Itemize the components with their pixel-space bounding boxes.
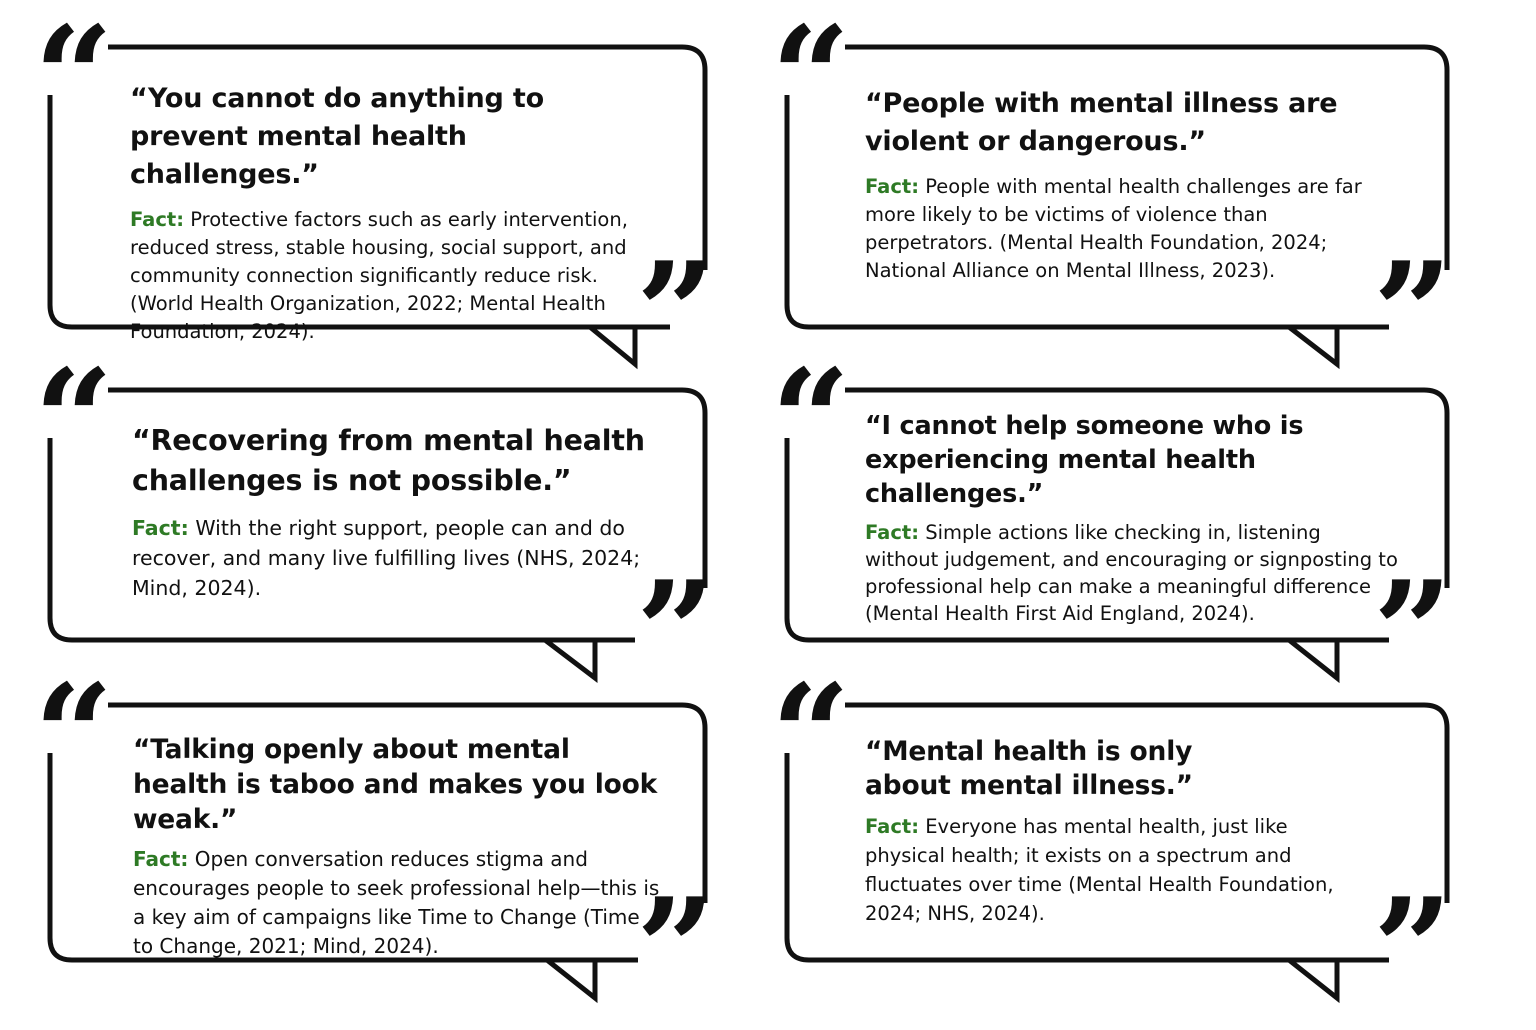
fact-text: Simple actions like checking in, listening without judgement, and encouraging or signposting to professional help can make a meaningful difference (Mental Health First Aid England, 2024). (865, 521, 1398, 625)
myth-card-helping (771, 338, 1459, 713)
card-content (865, 409, 1400, 627)
myth-statement: “People with mental illness are violent or dangerous.” (865, 88, 1338, 157)
myth-card-recovery (34, 338, 722, 713)
card-content (130, 80, 650, 346)
fact-text: Everyone has mental health, just like physical health; it exists on a spectrum and fluctuates over time (Mental Health Foundation, 2024; NHS, 2024). (865, 815, 1334, 925)
fact-label: Fact: (133, 847, 189, 871)
fact-paragraph (865, 173, 1385, 285)
open-quote-icon: “ (771, 653, 845, 816)
fact-label: Fact: (132, 516, 189, 540)
open-quote-icon: “ (34, 338, 108, 501)
myth-statement: “Mental health is only about mental illness.” (865, 736, 1193, 801)
myth-statement: “I cannot help someone who is experiencing mental health challenges.” (865, 411, 1304, 509)
myth-statement: “Talking openly about mental health is taboo and makes you look weak.” (133, 734, 658, 835)
fact-text: With the right support, people can and do recover, and many live fulfilling lives (NHS, 2024; Mind, 2024). (132, 516, 641, 600)
fact-label: Fact: (865, 521, 920, 544)
close-quote-icon: ” (636, 550, 710, 713)
card-fact-content (865, 812, 1355, 928)
myth-statement: “Recovering from mental health challenges is not possible.” (132, 424, 645, 497)
myth-card-prevention (34, 0, 722, 394)
fact-label: Fact: (865, 815, 920, 838)
open-quote-icon: “ (34, 653, 108, 816)
fact-paragraph (865, 812, 1355, 928)
fact-paragraph (130, 206, 650, 346)
card-content (133, 732, 663, 961)
close-quote-icon: ” (1373, 231, 1447, 394)
open-quote-icon: “ (771, 0, 845, 158)
card-content (132, 421, 652, 603)
open-quote-icon: “ (771, 338, 845, 501)
fact-label: Fact: (865, 175, 920, 198)
fact-label: Fact: (130, 208, 185, 231)
myth-statement: “You cannot do anything to prevent mental health challenges.” (130, 83, 544, 190)
fact-text: People with mental health challenges are far more likely to be victims of violence than perpetrators. (Mental Health Foundation, 2024; National Alliance on Mental Illness, 2023). (865, 175, 1362, 282)
fact-paragraph (133, 845, 663, 961)
card-content (865, 735, 1255, 803)
fact-paragraph (132, 513, 652, 603)
open-quote-icon: “ (34, 0, 108, 158)
myth-card-taboo (34, 653, 722, 1030)
fact-text: Open conversation reduces stigma and encourages people to seek professional help—this is a key aim of campaigns like Time to Change (Time to Change, 2021; Mind, 2024). (133, 847, 660, 958)
close-quote-icon: ” (636, 231, 710, 394)
close-quote-icon: ” (1373, 867, 1447, 1030)
card-content (865, 85, 1385, 285)
myth-card-violence (771, 0, 1459, 394)
fact-paragraph (865, 519, 1400, 627)
close-quote-icon: ” (1373, 550, 1447, 713)
myth-card-mental-illness (771, 653, 1459, 1030)
close-quote-icon: ” (636, 867, 710, 1030)
fact-text: Protective factors such as early intervention, reduced stress, stable housing, social support, and community connection significantly reduce risk. (World Health Organization, 2022; Mental Health Foundation, 2024). (130, 208, 628, 343)
